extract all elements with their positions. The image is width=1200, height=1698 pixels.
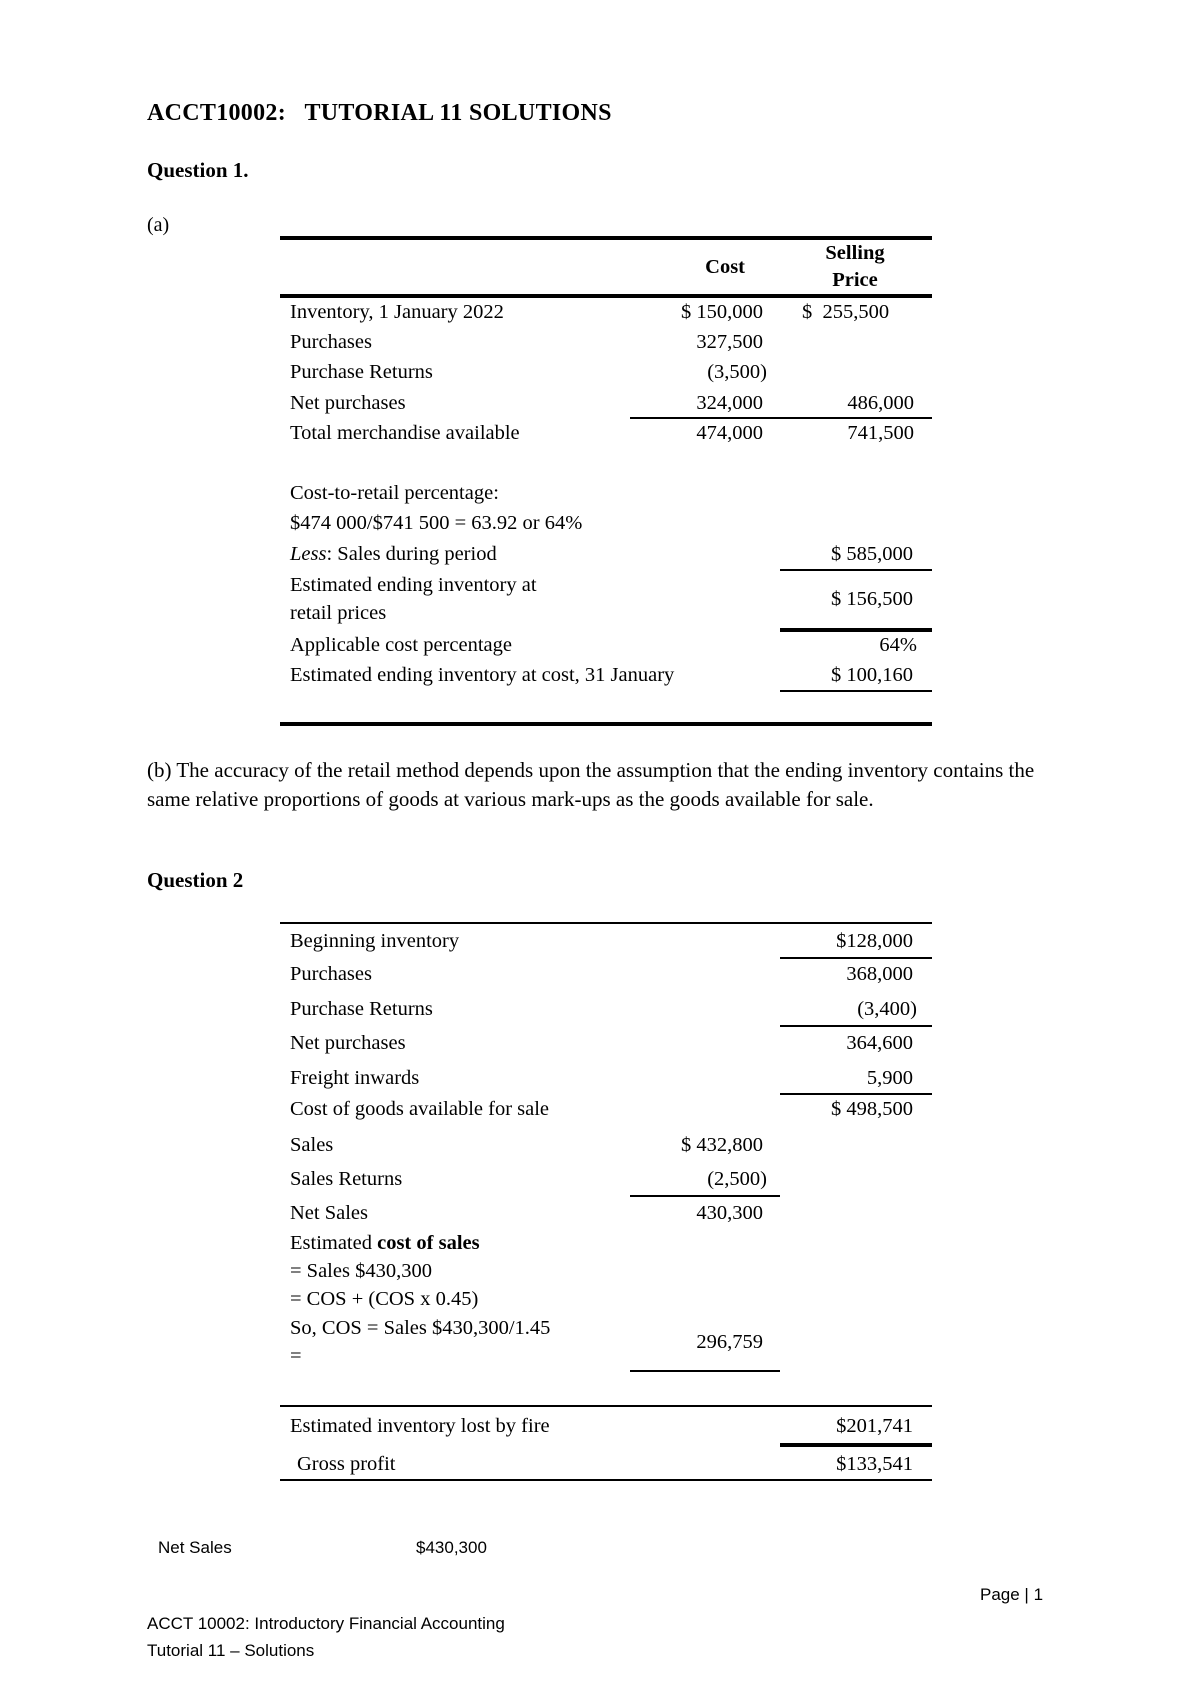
- row-selling: 741,500: [847, 422, 914, 444]
- applicable-label: Applicable cost percentage: [290, 634, 512, 656]
- row-right-value: $ 498,500: [831, 1098, 913, 1120]
- equation-line-2: = COS + (COS x 0.45): [290, 1288, 479, 1310]
- ratio-calculation: $474 000/$741 500 = 63.92 or 64%: [290, 512, 583, 534]
- est-cost-label: Estimated ending inventory at cost, 31 January: [290, 664, 675, 686]
- gross-profit-label: Gross profit: [297, 1453, 396, 1475]
- est-cos-label: Estimated cost of sales: [290, 1232, 480, 1254]
- row-selling: 486,000: [847, 392, 914, 414]
- row-rule: [780, 1025, 932, 1027]
- less-sales-label: Less: Sales during period: [290, 543, 497, 565]
- row-label: Net purchases: [290, 392, 406, 414]
- row-cost: (3,500): [707, 361, 767, 383]
- row-right-value: (3,400): [857, 998, 917, 1020]
- row-right-value: $128,000: [836, 930, 913, 952]
- equation-line-3: So, COS = Sales $430,300/1.45: [290, 1317, 551, 1339]
- subtotal-rule: [630, 417, 932, 419]
- est-retail-value: $ 156,500: [831, 588, 913, 610]
- header-cost: Cost: [705, 256, 745, 278]
- cos-rule: [630, 1370, 780, 1372]
- row-right-value: 5,900: [866, 1067, 913, 1089]
- row-label: Purchases: [290, 963, 372, 985]
- header-rule: [280, 294, 932, 298]
- row-label: Purchases: [290, 331, 372, 353]
- header-price: Price: [832, 269, 878, 291]
- row-rule: [780, 957, 932, 959]
- gross-profit-value: $133,541: [836, 1453, 913, 1475]
- cos-value: 296,759: [696, 1331, 763, 1353]
- table-bottom-rule: [280, 1479, 932, 1481]
- footer-tutorial: Tutorial 11 – Solutions: [147, 1641, 315, 1660]
- row-label: Inventory, 1 January 2022: [290, 301, 504, 323]
- est-retail-label-1: Estimated ending inventory at: [290, 574, 537, 596]
- page-number: Page | 1: [980, 1585, 1044, 1604]
- footer-course: ACCT 10002: Introductory Financial Accounting: [147, 1614, 505, 1633]
- lost-label: Estimated inventory lost by fire: [290, 1415, 550, 1437]
- row-label: Beginning inventory: [290, 930, 460, 952]
- note-label: Net Sales: [158, 1538, 232, 1557]
- row-cost: 474,000: [696, 422, 763, 444]
- table-top-rule: [280, 236, 932, 240]
- row-mid-value: $ 432,800: [681, 1134, 763, 1156]
- row-label: Purchase Returns: [290, 998, 433, 1020]
- row-selling: $ 255,500: [802, 301, 890, 323]
- row-cost: 324,000: [696, 392, 763, 414]
- lost-value: $201,741: [836, 1415, 913, 1437]
- row-right-value: 368,000: [846, 963, 913, 985]
- row-label: Sales: [290, 1134, 334, 1156]
- row-label: Net purchases: [290, 1032, 406, 1054]
- row-label: Purchase Returns: [290, 361, 433, 383]
- row-label: Freight inwards: [290, 1067, 420, 1089]
- lost-rule: [780, 1443, 932, 1447]
- document-title: ACCT10002: TUTORIAL 11 SOLUTIONS: [147, 100, 612, 126]
- part-b-paragraph: (b) The accuracy of the retail method depends upon the assumption that the ending inventory contains the same relative proportions of goods at various mark-ups as the goods available for sale.: [147, 758, 1035, 811]
- row-right-value: 364,600: [846, 1032, 913, 1054]
- row-label: Net Sales: [290, 1202, 368, 1224]
- row-cost: 327,500: [696, 331, 763, 353]
- note-value: $430,300: [416, 1538, 487, 1557]
- part-a-label: (a): [147, 214, 170, 236]
- row-mid-value: (2,500): [707, 1168, 767, 1190]
- equation-line-1: = Sales $430,300: [290, 1260, 432, 1282]
- header-selling: Selling: [825, 242, 885, 264]
- table-bottom-rule: [280, 722, 932, 726]
- row-rule: [630, 1195, 780, 1197]
- row-label: Sales Returns: [290, 1168, 403, 1190]
- question-1-heading: Question 1.: [147, 158, 249, 182]
- est-retail-label-2: retail prices: [290, 602, 387, 624]
- row-label: Cost of goods available for sale: [290, 1098, 550, 1120]
- ratio-label: Cost-to-retail percentage:: [290, 482, 499, 504]
- question-2-heading: Question 2: [147, 868, 244, 892]
- row-cost: $ 150,000: [681, 301, 763, 323]
- row-rule: [780, 1093, 932, 1095]
- sales-rule: [780, 569, 932, 571]
- applicable-value: 64%: [879, 634, 917, 656]
- equation-line-4: =: [290, 1345, 302, 1367]
- row-mid-value: 430,300: [696, 1202, 763, 1224]
- lower-rule: [280, 1405, 932, 1407]
- row-label: Total merchandise available: [290, 422, 520, 444]
- est-cost-value: $ 100,160: [831, 664, 913, 686]
- est-retail-rule: [780, 628, 932, 632]
- sales-value: $ 585,000: [831, 543, 913, 565]
- est-cost-rule: [780, 690, 932, 692]
- table-top-rule: [280, 922, 932, 924]
